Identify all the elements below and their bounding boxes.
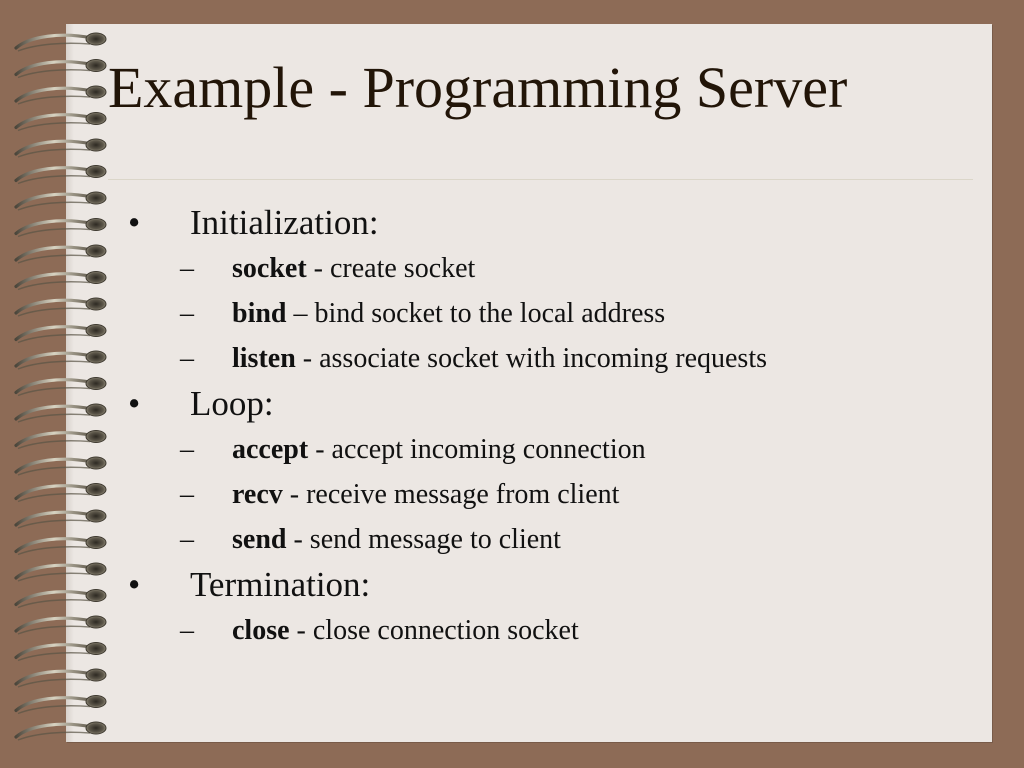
binding-ring-icon [16, 298, 106, 316]
bullet-list [120, 200, 980, 653]
function-description: close connection socket [312, 615, 579, 646]
binding-ring-icon [16, 457, 106, 475]
dash-marker: – [180, 434, 194, 465]
section-loop [120, 381, 980, 562]
function-description: associate socket with incoming requests [319, 343, 767, 374]
separator: - [308, 434, 332, 465]
binding-ring-icon [16, 431, 106, 449]
bullet-label: Loop: [190, 384, 274, 423]
binding-ring-icon [16, 590, 106, 608]
bullet-marker: • [128, 384, 141, 423]
bullet-label: Initialization: [190, 203, 379, 242]
binding-ring-icon [16, 510, 106, 528]
bullet-item [120, 381, 980, 427]
sub-item [120, 427, 980, 472]
binding-ring-icon [16, 696, 106, 714]
binding-ring-icon [16, 166, 106, 184]
separator: – [286, 298, 315, 329]
binding-ring-icon [16, 219, 106, 237]
function-description: create socket [329, 253, 476, 284]
binding-ring-icon [16, 643, 106, 661]
dash-marker: – [180, 253, 194, 284]
spiral-binding-icon [0, 20, 130, 750]
sub-item [120, 246, 980, 291]
binding-ring-icon [16, 272, 106, 290]
function-description: accept incoming connection [331, 434, 646, 465]
binding-ring-icon [16, 139, 106, 157]
sub-item [120, 291, 980, 336]
binding-ring-icon [16, 537, 106, 555]
slide-title: Example - Programming Server [108, 55, 848, 120]
binding-ring-icon [16, 245, 106, 263]
binding-ring-icon [16, 351, 106, 369]
bullet-item [120, 562, 980, 608]
function-keyword: bind [232, 298, 287, 329]
separator: - [306, 253, 330, 284]
function-keyword: socket [232, 253, 307, 284]
separator: - [286, 524, 310, 555]
section-initialization [120, 200, 980, 381]
function-keyword: send [232, 524, 287, 555]
binding-ring-icon [16, 669, 106, 687]
sub-item [120, 336, 980, 381]
bullet-marker: • [128, 203, 141, 242]
separator: - [282, 479, 307, 510]
dash-marker: – [180, 615, 194, 646]
bullet-item [120, 200, 980, 246]
dash-marker: – [180, 298, 194, 329]
sub-item [120, 608, 980, 653]
function-description: receive message from client [306, 479, 620, 510]
binding-ring-icon [16, 378, 106, 396]
separator: - [289, 615, 313, 646]
bullet-marker: • [128, 565, 141, 604]
function-description: send message to client [309, 524, 561, 555]
binding-ring-icon [16, 616, 106, 634]
dash-marker: – [180, 479, 194, 510]
dash-marker: – [180, 343, 194, 374]
binding-ring-icon [16, 404, 106, 422]
dash-marker: – [180, 524, 194, 555]
section-termination [120, 562, 980, 653]
binding-ring-icon [16, 325, 106, 343]
sub-item [120, 472, 980, 517]
binding-ring-icon [16, 192, 106, 210]
title-divider [108, 179, 973, 180]
binding-ring-icon [16, 113, 106, 131]
binding-ring-icon [16, 33, 106, 51]
binding-ring-icon [16, 484, 106, 502]
sub-item [120, 517, 980, 562]
function-description: bind socket to the local address [314, 298, 666, 329]
binding-ring-icon [16, 60, 106, 78]
binding-ring-icon [16, 722, 106, 740]
function-keyword: listen [232, 343, 296, 374]
function-keyword: accept [232, 434, 309, 465]
separator: - [295, 343, 320, 374]
bullet-label: Termination: [190, 565, 371, 604]
binding-ring-icon [16, 86, 106, 104]
binding-ring-icon [16, 563, 106, 581]
function-keyword: recv [232, 479, 283, 510]
function-keyword: close [232, 615, 290, 646]
